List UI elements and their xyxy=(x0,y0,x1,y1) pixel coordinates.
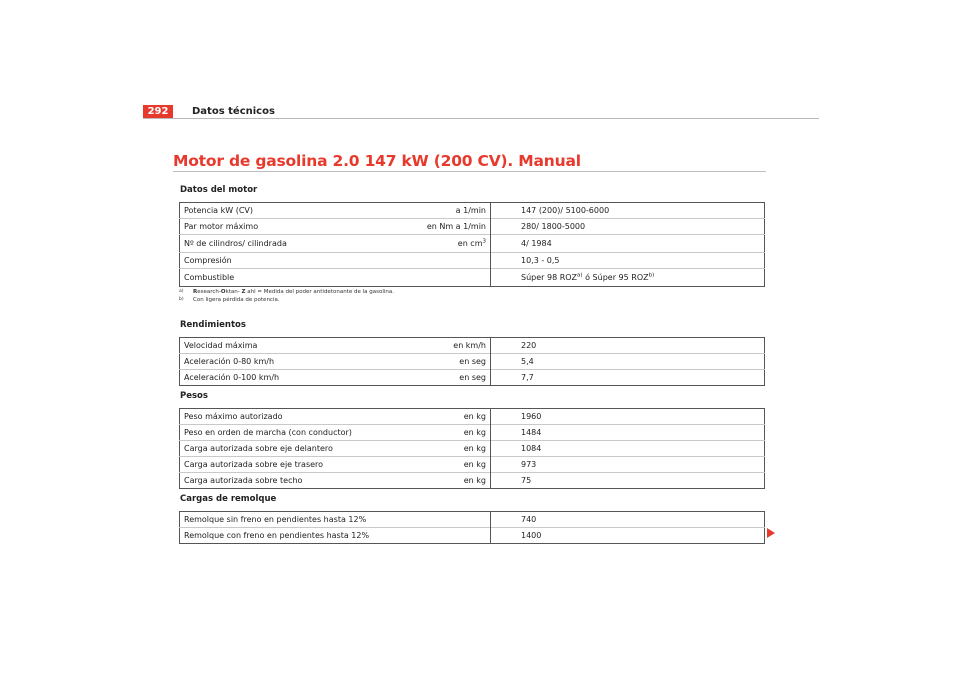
row-value: 4/ 1984 xyxy=(491,235,765,253)
row-label: Peso máximo autorizado xyxy=(184,412,283,421)
table-row xyxy=(180,409,765,425)
row-unit xyxy=(392,269,491,287)
table-row xyxy=(180,253,765,269)
table-row xyxy=(180,370,765,386)
table-row xyxy=(180,457,765,473)
row-unit xyxy=(392,235,491,253)
row-unit: a 1/min xyxy=(392,203,491,219)
row-label: Carga autorizada sobre eje delantero xyxy=(180,441,393,457)
row-unit xyxy=(392,528,491,544)
table-row xyxy=(180,338,765,354)
row-unit xyxy=(392,253,491,269)
table-row xyxy=(180,441,765,457)
row-label: Carga autorizada sobre eje trasero xyxy=(180,457,393,473)
row-value: 1400 xyxy=(491,528,765,544)
header-title: Datos técnicos xyxy=(192,106,275,117)
fuel-alternative: ó Súper 95 ROZ xyxy=(582,273,649,282)
table-row xyxy=(180,425,765,441)
footnote-bold-letter: O xyxy=(220,289,226,295)
rendimientos-table xyxy=(179,337,765,386)
row-value: 1484 xyxy=(491,425,765,441)
table-row xyxy=(180,512,765,528)
row-value: 280/ 1800-5000 xyxy=(491,219,765,235)
row-value: 10,3 - 0,5 xyxy=(491,253,765,269)
row-unit: en kg xyxy=(392,473,491,489)
row-value: 740 xyxy=(521,515,537,524)
row-unit: en seg xyxy=(392,370,491,386)
row-label: Aceleración 0-80 km/h xyxy=(180,354,393,370)
row-label: Velocidad máxima xyxy=(184,341,258,350)
fuel-primary: Súper 98 ROZ xyxy=(521,273,578,282)
table-row xyxy=(180,235,765,253)
row-value xyxy=(491,269,765,287)
footnote-mark: a) xyxy=(179,289,184,294)
row-label: Aceleración 0-100 km/h xyxy=(180,370,393,386)
row-value: 1960 xyxy=(521,412,542,421)
section-heading-rendimientos: Rendimientos xyxy=(180,320,246,330)
footnote-bold-letter: Z xyxy=(241,289,246,295)
table-row xyxy=(180,203,765,219)
page-title: Motor de gasolina 2.0 147 kW (200 CV). Manual xyxy=(173,152,581,170)
footnote-text: ahl = Medida del poder antidetonante de la gasolina. xyxy=(245,289,394,295)
footnote-ref-a: a) xyxy=(577,272,583,279)
footnotes xyxy=(179,288,394,304)
row-label: Remolque con freno en pendientes hasta 12% xyxy=(180,528,393,544)
section-heading-motor: Datos del motor xyxy=(180,185,258,195)
table-row xyxy=(180,473,765,489)
pesos-table xyxy=(179,408,765,489)
footnote-b xyxy=(179,296,394,304)
table-row xyxy=(180,528,765,544)
section-heading-pesos: Pesos xyxy=(180,391,208,401)
footnote-bold-letter: R xyxy=(193,289,198,295)
row-label: Potencia kW (CV) xyxy=(184,206,254,215)
table-row xyxy=(180,354,765,370)
row-unit: en kg xyxy=(392,409,491,425)
footnote-text: esearch- xyxy=(197,289,221,295)
unit-superscript: 3 xyxy=(482,238,486,245)
footnote-text: Con ligera pérdida de potencia. xyxy=(193,297,280,303)
row-label: Compresión xyxy=(180,253,393,269)
row-unit: en kg xyxy=(392,457,491,473)
row-value: 1084 xyxy=(491,441,765,457)
row-unit: en Nm a 1/min xyxy=(392,219,491,235)
table-row xyxy=(180,269,765,287)
row-value: 5,4 xyxy=(491,354,765,370)
row-unit xyxy=(392,512,491,528)
title-rule xyxy=(173,171,766,172)
header-rule xyxy=(143,118,819,119)
table-row xyxy=(180,219,765,235)
row-label: Carga autorizada sobre techo xyxy=(180,473,393,489)
footnote-mark: b) xyxy=(179,297,184,302)
row-value: 220 xyxy=(521,341,537,350)
section-heading-remolque: Cargas de remolque xyxy=(180,494,277,504)
row-value: 147 (200)/ 5100-6000 xyxy=(521,206,610,215)
unit-text: en cm xyxy=(457,239,483,248)
row-label: Remolque sin freno en pendientes hasta 12% xyxy=(184,515,367,524)
row-value: 75 xyxy=(491,473,765,489)
row-value: 7,7 xyxy=(491,370,765,386)
row-unit: en seg xyxy=(392,354,491,370)
page-number-badge: 292 xyxy=(143,105,173,119)
row-label: Par motor máximo xyxy=(180,219,393,235)
footnote-text: ktan- xyxy=(225,289,242,295)
remolque-table xyxy=(179,511,765,544)
row-unit: en kg xyxy=(392,441,491,457)
row-label: Peso en orden de marcha (con conductor) xyxy=(180,425,393,441)
footnote-a xyxy=(179,288,394,296)
row-unit: en km/h xyxy=(392,338,491,354)
row-label: Nº de cilindros/ cilindrada xyxy=(180,235,393,253)
motor-table xyxy=(179,202,765,287)
row-unit: en kg xyxy=(392,425,491,441)
row-value: 973 xyxy=(491,457,765,473)
footnote-ref-b: b) xyxy=(648,272,655,279)
continue-arrow-icon[interactable] xyxy=(767,528,775,538)
row-label: Combustible xyxy=(180,269,393,287)
